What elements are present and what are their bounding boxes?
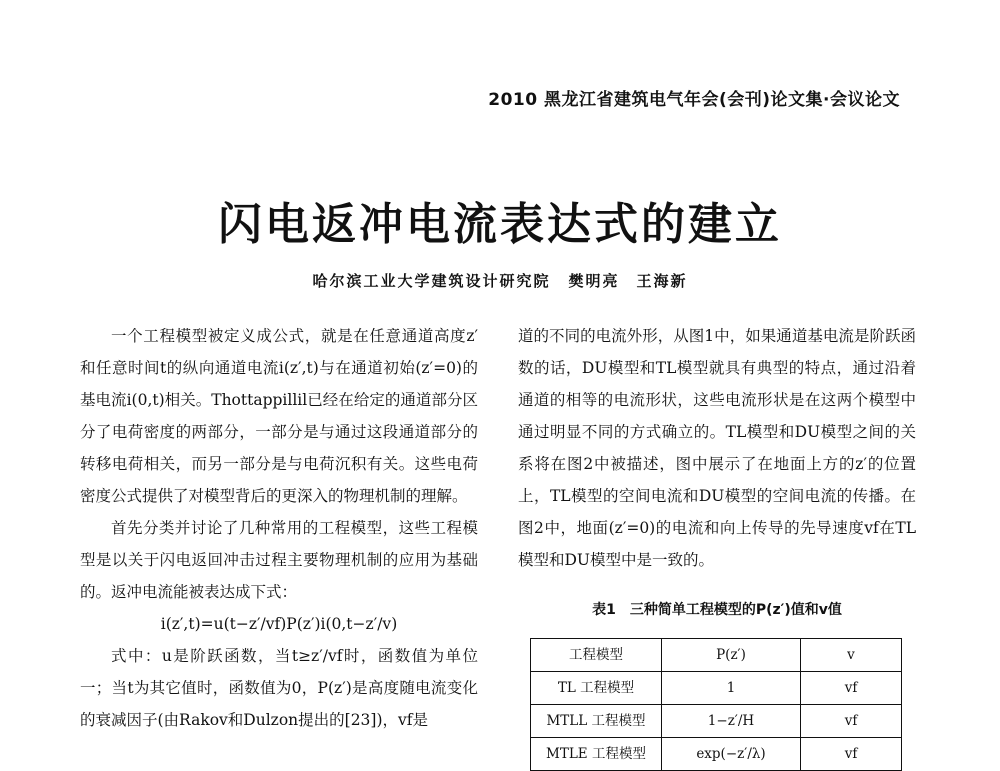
table-row: [531, 705, 902, 738]
table-cell: 1: [662, 672, 801, 705]
paragraph: 式中：u是阶跃函数，当t≥z′/vf时，函数值为单位一；当t为其它值时，函数值为0，P(z′)是高度随电流变化的衰减因子(由Rakov和Dulzon提出的[23])，vf是: [80, 647, 478, 729]
table-header-row: [531, 639, 902, 672]
affiliation: 哈尔滨工业大学建筑设计研究院: [312, 272, 551, 290]
table-cell: vf: [801, 705, 902, 738]
table-cell: MTLE 工程模型: [531, 738, 662, 771]
table-row: [531, 672, 902, 705]
table-row: [531, 738, 902, 771]
paragraph: 首先分类并讨论了几种常用的工程模型，这些工程模型是以关于闪电返回冲击过程主要物理机制的应用为基础的。返冲电流能被表达成下式：: [80, 519, 478, 601]
formula: i(z′,t)=u(t−z′/vf)P(z′)i(0,t−z′/v): [160, 615, 398, 633]
table-cell: 1−z′/H: [662, 705, 801, 738]
author-line: [0, 270, 1000, 291]
table-cell: MTLL 工程模型: [531, 705, 662, 738]
table-header-cell: v: [801, 639, 902, 672]
model-table: [530, 638, 902, 771]
author-names: 樊明亮 王海新: [568, 272, 688, 290]
table-cell: TL 工程模型: [531, 672, 662, 705]
right-column: [518, 320, 916, 771]
table-cell: vf: [801, 672, 902, 705]
paper-title: 闪电返冲电流表达式的建立: [218, 199, 782, 250]
running-header: 2010 黑龙江省建筑电气年会(会刊)论文集·会议论文: [488, 90, 900, 110]
paragraph: 道的不同的电流外形，从图1中，如果通道基电流是阶跃函数的话，DU模型和TL模型就具有典型的特点，通过沿着通道的相等的电流形状，这些电流形状是在这两个模型中通过明显不同的方式确立的。TL模型和DU模型之间的关系将在图2中被描述，图中展示了在地面上方的z′的位置上，TL模型的空间电流和DU模型的空间电流的传播。在图2中，地面(z′=0)的电流和向上传导的先导速度vf在TL模型和DU模型中是一致的。: [518, 327, 916, 569]
left-column: [80, 320, 478, 736]
table-header-cell: P(z′): [662, 639, 801, 672]
table-caption: 表1 三种简单工程模型的P(z′)值和v值: [592, 602, 842, 618]
table-header-cell: 工程模型: [531, 639, 662, 672]
table-cell: exp(−z′/λ): [662, 738, 801, 771]
paragraph: 一个工程模型被定义成公式，就是在任意通道高度z′和任意时间t的纵向通道电流i(z′,t)与在通道初始(z′=0)的基电流i(0,t)相关。Thottappillil已经在给定的通道部分区分了电荷密度的两部分，一部分是与通过这段通道部分的转移电荷相关，而另一部分是与电荷沉积有关。这些电荷密度公式提供了对模型背后的更深入的物理机制的理解。: [80, 327, 478, 505]
table-cell: vf: [801, 738, 902, 771]
